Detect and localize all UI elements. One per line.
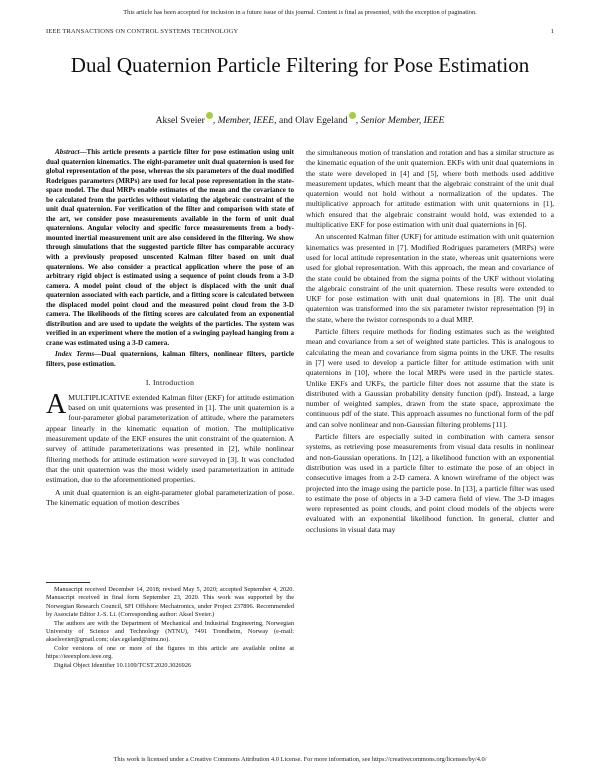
intro-paragraph-2: A unit dual quaternion is an eight-parameter global parameterization of pose. The kinematic equation of motion describes	[46, 487, 294, 507]
right-column	[306, 148, 554, 537]
footnotes	[46, 586, 294, 670]
intro-paragraph-1-text: MULTIPLICATIVE extended Kalman filter (EKF) for attitude estimation based on unit quaternions was presented in [1]. The unit quaternion is a four-parameter global parameterization of attitude, where the parameters appear linearly in the kinematic equation of motion. The multiplicative measurement update of the EKF ensures the unit constraint of the quaternion. A survey of attitude parameterizations was presented in [2], while nonlinear filtering methods for attitude estimation were surveyed in [3]. It was concluded that the unit quaternion was the most widely used parameterization in attitude estimation, due to the aforementioned properties.	[46, 392, 294, 485]
left-column	[46, 148, 294, 510]
index-terms	[46, 350, 294, 369]
right-paragraph-1: the simultaneous motion of translation and rotation and has a similar structure as the kinematic equation of the unit quaternion. EKFs with unit dual quaternions in the state were developed in [4] and [5], where both methods used additive measurement updates, which meant that the algebraic constraint of the unit dual quaternion would not hold without a normalization of the updates. The multiplicative approach for attitude estimation with unit quaternions in [1], which ensured that the algebraic constraint would hold, was extended to a multiplicative EKF for pose estimation with unit dual quaternions in [6].	[306, 148, 554, 230]
footnote-color-versions: Color versions of one or more of the figures in this article are available online at https://ieeexplore.ieee.org.	[46, 644, 294, 661]
footnote-affiliation: The authors are with the Department of Mechanical and Industrial Engineering, Norwegian University of Science and Technology (NTNU), 7491 Trondheim, Norway (e-mail: akselsveier@gmail.com; olav.egeland@ntnu.no).	[46, 619, 294, 644]
running-head	[46, 28, 554, 35]
abstract	[46, 148, 294, 348]
abstract-text: —This article presents a particle filter for pose estimation using unit dual quaternion kinematics. The eight-parameter unit dual quaternion is used for global representation of the pose, whereas the six parameters of the dual modified Rodrigues parameters (MRPs) are used for local pose representation in the state-space model. The dual MRPs enable estimates of the mean and the covariance to be calculated from the particles without violating the algebraic constraint of the unit dual quaternion. For verification of the filter and comparison with state of the art, we consider pose measurements available in the form of unit dual quaternions. Angular velocity and specific force measurements from a body-mounted inertial measurement unit are also considered in the filtering. We show through simulations that the suggested particle filter has comparable accuracy with a previously proposed unscented Kalman filter based on unit dual quaternions. We also consider a practical application where the pose of an arbitrary rigid object is estimated using a sequence of point clouds from a 3-D camera. A model point cloud of the object is displaced with the unit dual quaternion associated with each particle, and a fitting score is calculated between the displaced model point cloud and the measured point cloud from the 3-D camera. The likelihoods of the fitting scores are calculated from an exponential distribution and are used to update the weights of the particles. The system was verified in an experiment where the motion of a swinging payload hanging from a crane was estimated using a 3-D camera.	[46, 148, 294, 347]
right-paragraph-4: Particle filters are especially suited in combination with camera sensor systems, as retrieving pose measurements from visual data results in nonlinear and non-Gaussian operations. In [12], a likelihood function with an exponential distribution was used in a particle filter to estimate the pose of an object in consecutive images from a 2-D camera. A known wireframe of the object was projected into the image using the particle pose. In [13], a particle filter was used to estimate the pose of objects in a 3-D camera field of view. The 3-D images were represented as point clouds, and point cloud models of the objects were evaluated with an exponential likelihood function. In general, clutter and occlusions in visual data may	[306, 432, 554, 534]
author-line	[40, 112, 560, 126]
footnote-manuscript: Manuscript received December 14, 2018; revised May 5, 2020; accepted September 4, 2020. Manuscript received in final form September 23, 2020. This work was supported by the Norwegian Research Council, SFI Offshore Mechatronics, under Project 237896. Recommended by Associate Editor J.-S. Li. (Corresponding author: Aksel Sveier.)	[46, 586, 294, 619]
author-1-role: , Member, IEEE,	[212, 115, 277, 126]
author-1-name: Aksel Sveier	[155, 115, 205, 126]
author-2-role: , Senior Member, IEEE	[355, 115, 445, 126]
abstract-label: Abstract	[55, 148, 80, 156]
drop-cap: A	[46, 388, 67, 420]
orcid-icon[interactable]	[206, 112, 213, 119]
footnote-doi: Digital Object Identifier 10.1109/TCST.2020.3026926	[54, 661, 192, 669]
author-2-name: and Olav Egeland	[276, 115, 348, 126]
journal-name: IEEE TRANSACTIONS ON CONTROL SYSTEMS TECHNOLOGY	[46, 28, 239, 35]
intro-paragraph-1	[46, 388, 294, 486]
section-heading-introduction: I. Introduction	[145, 377, 195, 387]
license-banner: This work is licensed under a Creative Commons Attribution 4.0 License. For more information, see https://creativecommons.org/licenses/by/4.0/	[113, 756, 487, 763]
right-paragraph-2: An unscented Kalman filter (UKF) for attitude estimation with unit quaternion kinematics was presented in [7]. Modified Rodrigues parameters (MRPs) were used for local attitude representation in the state, whereas unit quaternions were used for global representation. With this approach, the mean and covariance of the state could be obtained from the sigma points of the UKF without violating the algebraic constraint of the unit quaternion. These results were extended to UKF for pose estimation with unit dual quaternions in [8]. The unit dual quaternion was transformed into the six parameter twistor representation [9] in the state, where the twistor corresponds to a dual MRP.	[306, 232, 554, 324]
right-paragraph-3: Particle filters require methods for finding estimates such as the weighted mean and covariance from a set of weighted state particles. This is analogous to calculating the mean and covariance from sigma points in the UKF. The results in [7] were used to develop a particle filter for attitude estimation with unit quaternions in [10], where the local MRPs were used in the particle states. Unlike EKFs and UKFs, the particle filter does not assume that the state is distributed with a Gaussian probability density function (pdf). Instead, a large number of weighted samples, drawn from the state space, approximate the continuous pdf of the state. This approach assumes no functional form of the pdf and can solve nonlinear and non-Gaussian filtering problems [11].	[306, 327, 554, 429]
footnote-divider	[46, 582, 90, 583]
paper-title: Dual Quaternion Particle Filtering for Pose Estimation	[70, 53, 530, 77]
index-terms-text: —Dual quaternions, kalman filters, nonlinear filters, particle filters, pose estimation.	[46, 350, 295, 369]
orcid-icon[interactable]	[349, 112, 356, 119]
acceptance-banner: This article has been accepted for inclusion in a future issue of this journal. Content is final as presented, with the exception of pagination.	[123, 9, 477, 16]
index-terms-label: Index Terms	[55, 350, 95, 359]
page-number: 1	[550, 28, 554, 35]
